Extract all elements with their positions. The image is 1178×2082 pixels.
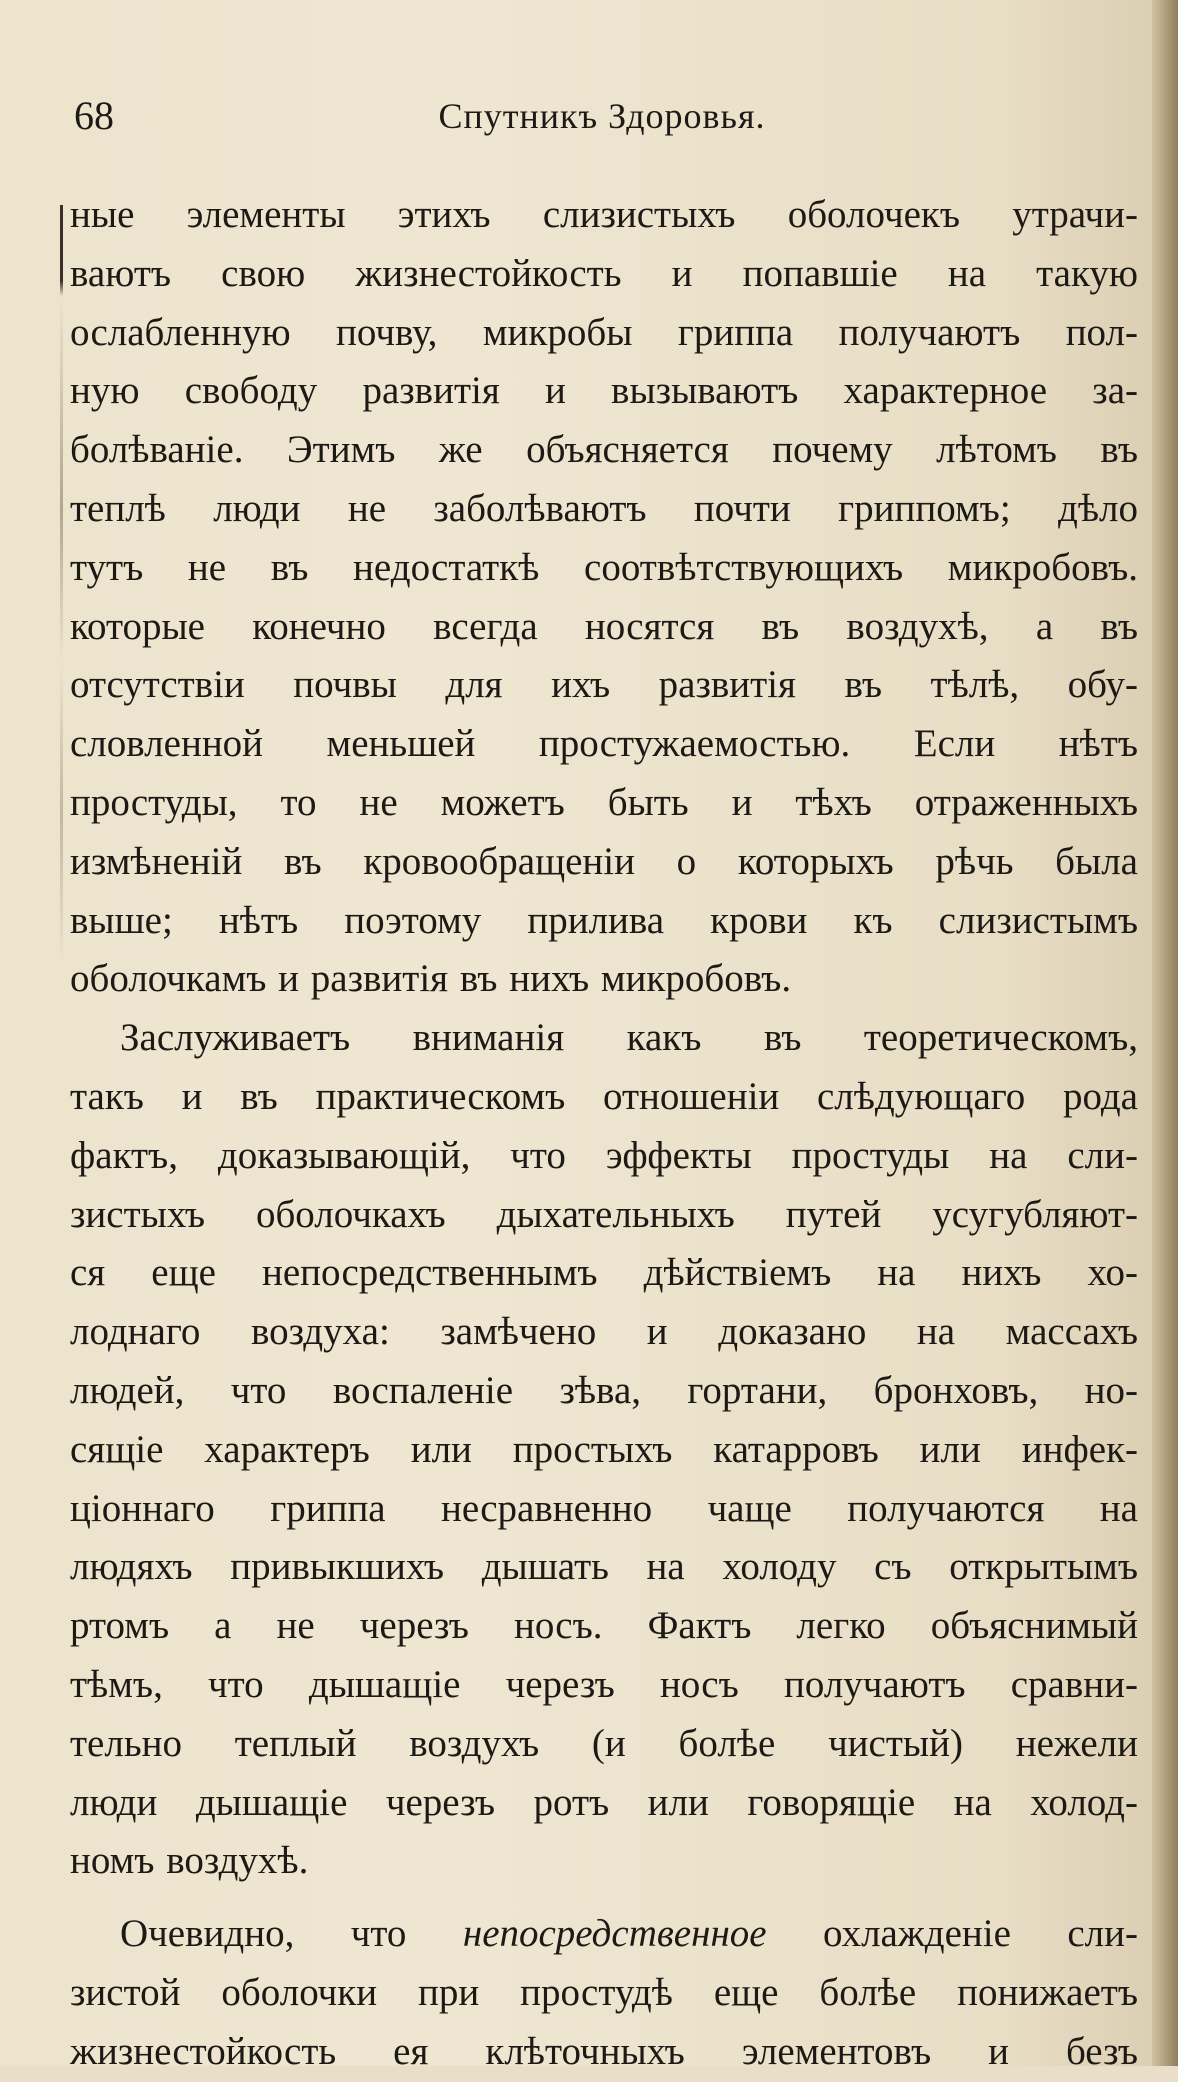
text-line bbox=[70, 1905, 1138, 1964]
text-line: людяхъ привыкшихъ дышать на холоду съ открытымъ bbox=[70, 1545, 1138, 1589]
page-header bbox=[72, 88, 1132, 144]
text-line: зистой оболочки при простудѣ еще болѣе понижаетъ bbox=[70, 1970, 1138, 2014]
text-line: ртомъ а не черезъ носъ. Фактъ легко объяснимый bbox=[70, 1604, 1138, 1648]
text-line: ные элементы этихъ слизистыхъ оболочекъ утрачи- bbox=[70, 193, 1138, 236]
text-line: простуды, то не можетъ быть и тѣхъ отраженныхъ bbox=[70, 780, 1138, 824]
paragraph-gap bbox=[70, 1891, 1138, 1905]
text-line: теплѣ люди не заболѣваютъ почти гриппомъ; дѣло bbox=[70, 486, 1138, 530]
text-line: ваютъ свою жизнестойкость и попавшіе на такую bbox=[70, 251, 1138, 295]
text-line: ціоннаго гриппа несравненно чаще получаются на bbox=[70, 1486, 1138, 1530]
page-edge bbox=[1152, 0, 1178, 2066]
text-line: люди дышащіе черезъ ротъ или говорящіе на холод- bbox=[70, 1780, 1138, 1824]
text-line: тутъ не въ недостаткѣ соотвѣтствующихъ микробовъ. bbox=[70, 545, 1138, 589]
text-line: тельно теплый воздухъ (и болѣе чистый) нежели bbox=[70, 1721, 1138, 1765]
page-number: 68 bbox=[74, 93, 114, 138]
text-line: фактъ, доказывающій, что эффекты простуды на сли- bbox=[70, 1133, 1138, 1177]
text-line: такъ и въ практическомъ отношеніи слѣдующаго рода bbox=[70, 1074, 1138, 1118]
text-line: зистыхъ оболочкахъ дыхательныхъ путей усугубляют- bbox=[70, 1192, 1138, 1236]
text-line: людей, что воспаленіе зѣва, гортани, бронховъ, но- bbox=[70, 1368, 1138, 1412]
text-line: номъ воздухѣ. bbox=[70, 1839, 309, 1883]
text-run: охлажденіе сли- bbox=[766, 1912, 1138, 1956]
text-line: лоднаго воздуха: замѣчено и доказано на массахъ bbox=[70, 1310, 1138, 1354]
body-text bbox=[70, 186, 1138, 2082]
text-line: словленной меньшей простужаемостью. Если нѣтъ bbox=[70, 722, 1138, 766]
text-line: жизнестойкость ея клѣточныхъ элементовъ и безъ bbox=[70, 2029, 1138, 2073]
text-line: измѣненій въ кровообращеніи о которыхъ рѣчь была bbox=[70, 839, 1138, 883]
running-title: Спутникъ Здоровья. bbox=[438, 96, 766, 136]
emphasized-word: непосредственное bbox=[462, 1912, 767, 1956]
text-run: Очевидно, что bbox=[120, 1912, 463, 1956]
text-line: ослабленную почву, микробы гриппа получаютъ пол- bbox=[70, 310, 1138, 354]
text-line: которые конечно всегда носятся въ воздухѣ, а въ bbox=[70, 604, 1138, 648]
margin-pencil-mark bbox=[60, 205, 63, 965]
text-line: выше; нѣтъ поэтому прилива крови къ слизистымъ bbox=[70, 898, 1138, 942]
text-line: сящіе характеръ или простыхъ катарровъ или инфек- bbox=[70, 1427, 1138, 1471]
text-line: отсутствіи почвы для ихъ развитія въ тѣлѣ, обу- bbox=[70, 663, 1138, 707]
text-line: оболочкамъ и развитія въ нихъ микробовъ. bbox=[70, 957, 792, 1001]
text-line: тѣмъ, что дышащіе черезъ носъ получаютъ сравни- bbox=[70, 1662, 1138, 1706]
text-line: ся еще непосредственнымъ дѣйствіемъ на нихъ хо- bbox=[70, 1251, 1138, 1295]
text-line: ную свободу развитія и вызываютъ характерное за- bbox=[70, 369, 1138, 413]
text-line: Заслуживаетъ вниманія какъ въ теоретическомъ, bbox=[120, 1016, 1138, 1060]
text-line: болѣваніе. Этимъ же объясняется почему лѣтомъ въ bbox=[70, 428, 1138, 472]
